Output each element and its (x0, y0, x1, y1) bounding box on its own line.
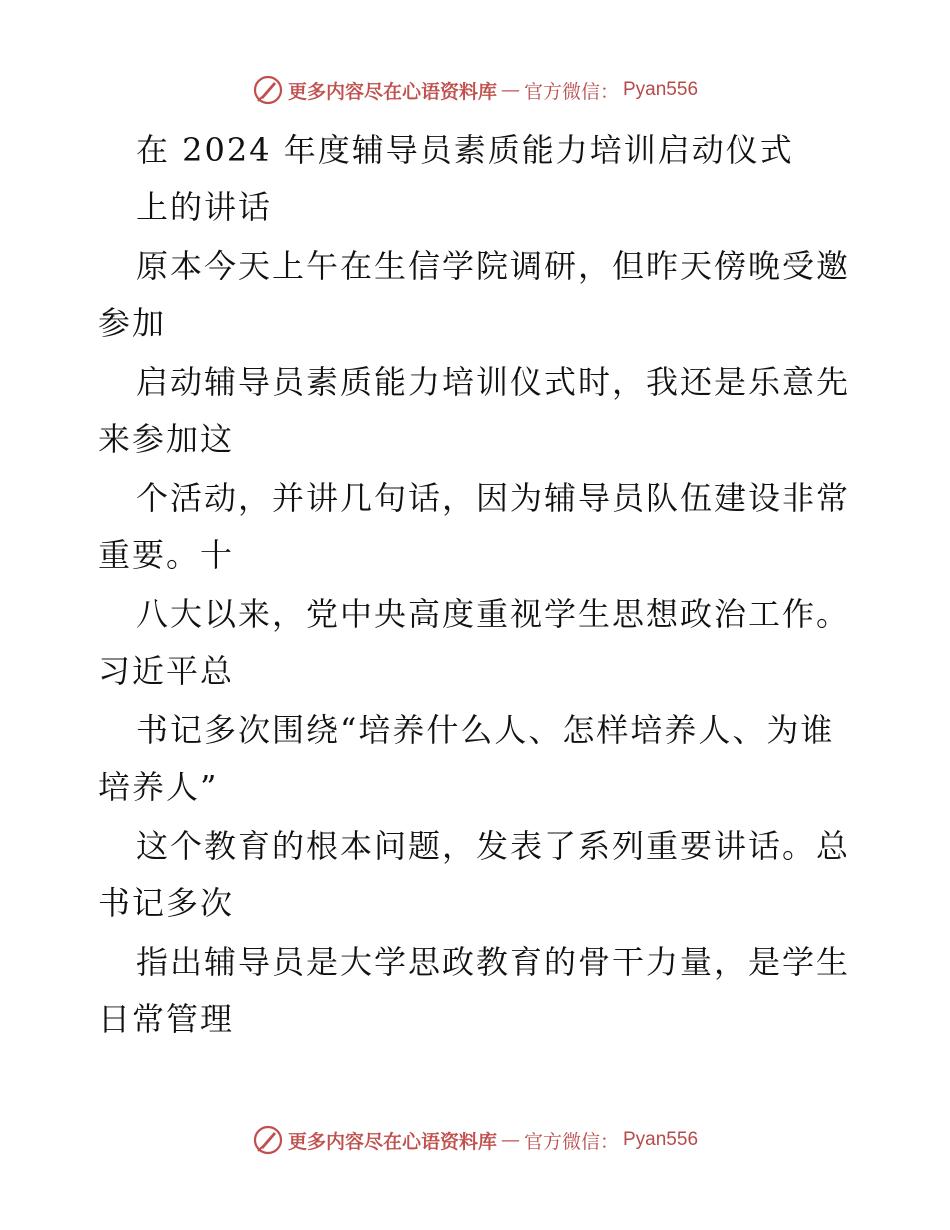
quill-pen-icon (252, 1124, 284, 1156)
paragraph-line: 启动辅导员素质能力培训仪式时，我还是乐意先 (136, 363, 851, 401)
paragraph-line: 来参加这 (98, 420, 235, 458)
quill-pen-icon (252, 74, 284, 106)
footer-watermark (0, 1120, 950, 1160)
watermark-wechat-id: Pyan556 (623, 1129, 699, 1150)
watermark-brand: 更多内容尽在心语资料库 (287, 80, 497, 103)
header-watermark (0, 70, 950, 110)
paragraph-line: 指出辅导员是大学思政教育的骨干力量，是学生 (136, 943, 851, 981)
paragraph-line: 这个教育的根本问题，发表了系列重要讲话。总 (136, 827, 851, 865)
watermark-label: 官方微信： (523, 80, 619, 103)
title-line-1: 在 2024 年度辅导员素质能力培训启动仪式 (136, 131, 794, 169)
watermark-dash: — (500, 79, 520, 101)
paragraph-line: 培养人” (98, 768, 219, 806)
paragraph-line: 重要。十 (98, 536, 235, 574)
paragraph-line: 八大以来，党中央高度重视学生思想政治工作。 (136, 595, 851, 633)
watermark-brand: 更多内容尽在心语资料库 (287, 1130, 497, 1153)
paragraph-line: 书记多次 (98, 884, 235, 922)
paragraph-line: 日常管理 (98, 1000, 235, 1038)
paragraph-line: 个活动，并讲几句话，因为辅导员队伍建设非常 (136, 479, 851, 517)
paragraph-line: 参加 (98, 304, 167, 342)
paragraph-line: 原本今天上午在生信学院调研，但昨天傍晚受邀 (136, 247, 851, 285)
title-line-2: 上的讲话 (136, 188, 273, 226)
paragraph-line: 书记多次围绕“培养什么人、怎样培养人、为谁 (136, 711, 835, 749)
watermark-label: 官方微信： (523, 1130, 619, 1153)
watermark-wechat-id: Pyan556 (623, 79, 699, 100)
watermark-dash: — (500, 1129, 520, 1151)
paragraph-line: 习近平总 (98, 652, 235, 690)
